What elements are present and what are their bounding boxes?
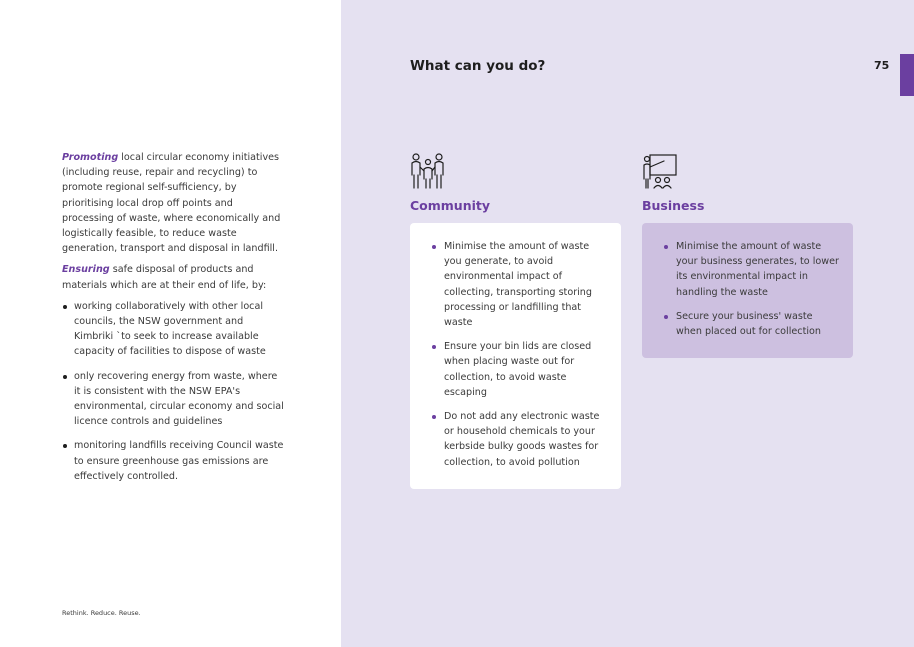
paragraph-ensuring	[62, 262, 284, 292]
lead-ensuring: Ensuring	[62, 264, 110, 276]
lead-promoting: Promoting	[62, 152, 119, 163]
left-body-text	[62, 150, 284, 493]
list-item: Minimise the amount of waste your business generates, to lower its environmental impact in handling the waste	[664, 239, 839, 300]
list-item: monitoring landfills receiving Council waste to ensure greenhouse gas emissions are effectively controlled.	[62, 438, 284, 484]
family-icon	[410, 153, 446, 190]
list-item: Ensure your bin lids are closed when placing waste out for collection, to avoid waste escaping	[432, 339, 607, 400]
list-item: working collaboratively with other local councils, the NSW government and Kimbriki `to seek to increase available capacity of facilities to dispose of waste	[62, 299, 284, 360]
paragraph-promoting	[62, 150, 284, 256]
business-list	[664, 239, 839, 339]
page-tab-marker	[900, 54, 914, 96]
list-item: Do not add any electronic waste or household chemicals to your kerbside bulky goods wastes for collection, to avoid pollution	[432, 409, 607, 470]
page-number: 75	[874, 59, 890, 72]
community-list	[432, 239, 607, 470]
page-title: What can you do?	[410, 58, 546, 74]
presentation-icon	[642, 153, 678, 190]
ensuring-list	[62, 299, 284, 484]
list-item: only recovering energy from waste, where it is consistent with the NSW EPA's environmental, circular economy and social licence controls and guidelines	[62, 369, 284, 430]
business-card	[642, 223, 853, 358]
community-card	[410, 223, 621, 489]
paragraph-promoting-text: local circular economy initiatives (including reuse, repair and recycling) to promote regional self-sufficiency, by prioritising local drop off points and processing of waste, where economically and logistically feasible, to reduce waste generation, transport and disposal in landfill.	[62, 152, 281, 255]
business-heading: Business	[642, 198, 705, 213]
paragraph-ensuring-text: safe disposal of products and materials which are at their end of life, by:	[62, 264, 267, 291]
list-item: Secure your business' waste when placed out for collection	[664, 309, 839, 339]
community-heading: Community	[410, 198, 491, 213]
list-item: Minimise the amount of waste you generate, to avoid environmental impact of collecting, transporting storing processing or landfilling that waste	[432, 239, 607, 330]
footer-tagline: Rethink. Reduce. Reuse.	[62, 609, 141, 617]
